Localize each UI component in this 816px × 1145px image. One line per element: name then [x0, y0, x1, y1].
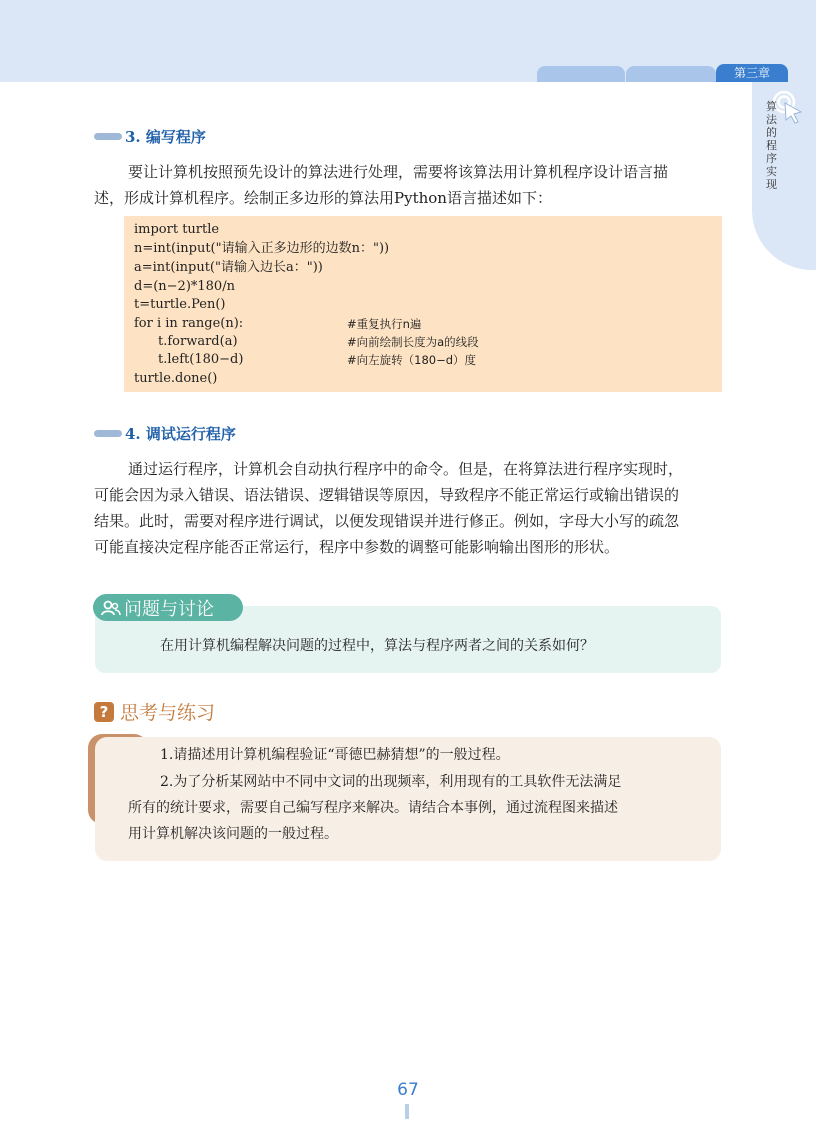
- discussion-label-text: 问题与讨论: [124, 598, 214, 620]
- page-marker: [405, 1104, 409, 1119]
- people-icon: [101, 600, 121, 616]
- section-3-para-line-2: 述，形成计算机程序。绘制正多边形的算法用Python语言描述如下：: [94, 189, 552, 207]
- chapter-tab-2: [626, 66, 716, 82]
- section-4-title: 4. 调试运行程序: [125, 425, 236, 443]
- heading-bar-icon: [94, 133, 122, 140]
- exercise-line: 2.为了分析某网站中不同中文词的出现频率，利用现有的工具软件无法满足: [160, 774, 622, 790]
- section-4-para-line: 可能会因为录入错误、语法错误、逻辑错误等原因，导致程序不能正常运行或输出错误的: [94, 486, 680, 504]
- chapter-label: 第三章: [716, 64, 788, 82]
- section-4-para-line: 结果。此时，需要对程序进行调试，以便发现错误并进行修正。例如，字母大小写的疏忽: [94, 512, 680, 530]
- exercise-line: 所有的统计要求，需要自己编写程序来解决。请结合本事例，通过流程图来描述: [128, 800, 618, 816]
- chapter-tab-1: [537, 66, 625, 82]
- code-line: for i in range(n):: [134, 316, 244, 331]
- discussion-label: [93, 594, 243, 621]
- discussion-question: 在用计算机编程解决问题的过程中，算法与程序两者之间的关系如何？: [160, 638, 594, 654]
- code-line: turtle.done(): [134, 371, 218, 386]
- question-mark-icon: ?: [94, 702, 114, 722]
- code-comment: #向左旋转（180−d）度: [347, 353, 477, 367]
- exercise-heading: [94, 698, 215, 725]
- code-line: t=turtle.Pen(): [134, 297, 226, 312]
- code-line: a=int(input("请输入边长a：")): [134, 260, 323, 275]
- section-4-para-line: 可能直接决定程序能否正常运行，程序中参数的调整可能影响输出图形的形状。: [94, 538, 620, 556]
- code-line: t.left(180−d): [158, 352, 244, 367]
- section-3-heading: [94, 126, 206, 147]
- section-4-para-line: 通过运行程序，计算机会自动执行程序中的命令。但是，在将算法进行程序实现时，: [128, 460, 684, 478]
- code-line: import turtle: [134, 222, 220, 237]
- code-comment: #向前绘制长度为a的线段: [347, 335, 479, 349]
- code-line: n=int(input("请输入正多边形的边数n：")): [134, 241, 390, 256]
- exercise-line: 用计算机解决该问题的一般过程。: [128, 826, 338, 842]
- section-3-para-line-1: 要让计算机按照预先设计的算法进行处理，需要将该算法用计算机程序设计语言描: [128, 163, 669, 181]
- side-chapter-title: 算法的程序实现: [766, 100, 777, 191]
- exercise-title: 思考与练习: [120, 702, 216, 724]
- code-line: t.forward(a): [158, 334, 238, 349]
- code-comment: #重复执行n遍: [347, 317, 422, 331]
- code-line: d=(n−2)*180/n: [134, 279, 235, 294]
- heading-bar-icon: [94, 430, 122, 437]
- page-number: 67: [397, 1080, 419, 1100]
- section-4-heading: [94, 423, 236, 444]
- section-3-title: 3. 编写程序: [125, 128, 206, 146]
- exercise-line: 1.请描述用计算机编程验证“哥德巴赫猜想”的一般过程。: [160, 747, 510, 763]
